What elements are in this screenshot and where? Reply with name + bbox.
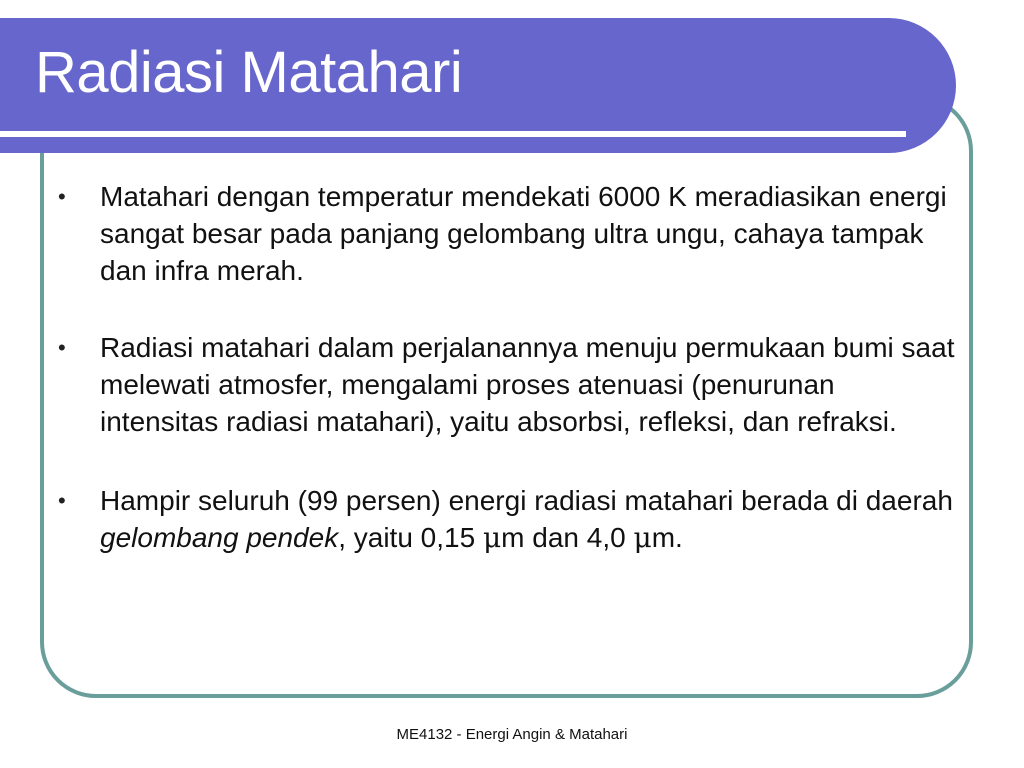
- bullet-item: [58, 329, 958, 440]
- bullet-marker-icon: •: [58, 335, 66, 360]
- bullet-item: [58, 178, 958, 289]
- bullet-text-part: Hampir seluruh (99 persen) energi radiasi matahari berada di daerah: [100, 485, 953, 516]
- bullet-item: [58, 482, 958, 556]
- bullet-marker-icon: •: [58, 184, 66, 209]
- slide-footer: ME4132 - Energi Angin & Matahari: [396, 726, 628, 743]
- bullet-text-part: , yaitu 0,15: [338, 522, 483, 553]
- bullet-text: Radiasi matahari dalam perjalanannya menuju permukaan bumi saat melewati atmosfer, mengalami proses atenuasi (penurunan intensitas radiasi matahari), yaitu absorbsi, refleksi, dan refraksi.: [100, 332, 955, 437]
- bullet-list: [58, 178, 958, 596]
- bullet-text: Matahari dengan temperatur mendekati 6000 K meradiasikan energi sangat besar pada panjang gelombang ultra ungu, cahaya tampak dan infra merah.: [100, 181, 947, 286]
- title-underline: [0, 131, 906, 137]
- micro-symbol: μ: [482, 521, 502, 554]
- bullet-text-part: m dan 4,0: [501, 522, 634, 553]
- bullet-text-italic: gelombang pendek: [100, 522, 339, 553]
- slide-title: Radiasi Matahari: [35, 40, 463, 105]
- micro-symbol: μ: [633, 521, 652, 554]
- bullet-text-part: m.: [651, 522, 683, 553]
- bullet-marker-icon: •: [58, 488, 66, 513]
